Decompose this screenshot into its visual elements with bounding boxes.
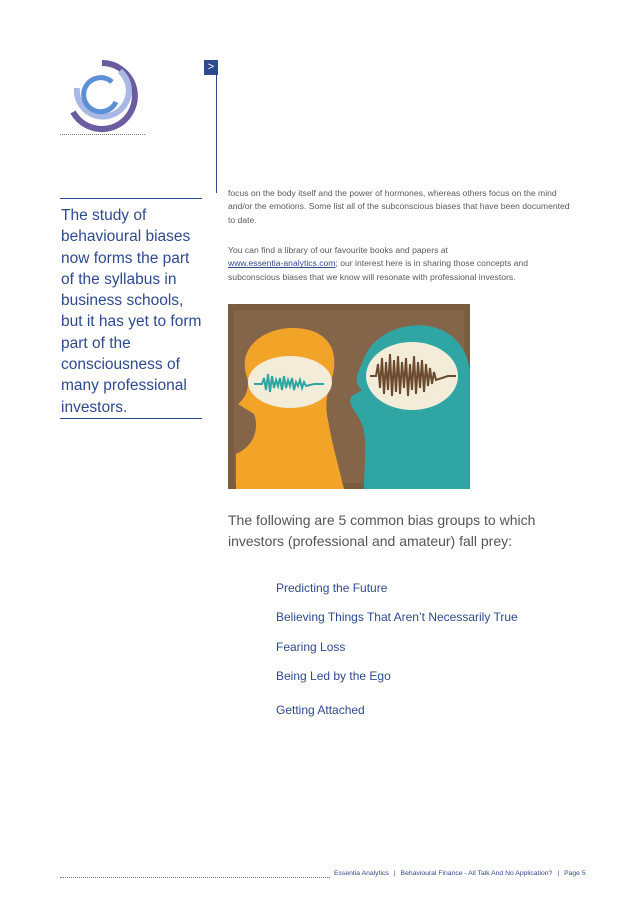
- section-marker: >: [204, 60, 218, 75]
- pull-quote: The study of behavioural biases now forms the part of the syllabus in business schools, but it has yet to form part of the consciousness of many professional investors.: [61, 207, 202, 416]
- essentia-ring-logo-icon: [64, 58, 140, 134]
- body-paragraph-1: focus on the body itself and the power of hormones, whereas others focus on the mind and/or the emotions. Some list all of the subconscious biases that have been documented to date.: [228, 188, 570, 225]
- footer-separator: |: [393, 870, 396, 877]
- paragraph-2-lead: You can find a library of our favourite books and papers at: [228, 245, 448, 255]
- footer-rule: [60, 877, 330, 878]
- bias-group-item: Being Led by the Ego: [276, 669, 391, 683]
- footer-company: Essentia Analytics: [334, 870, 389, 877]
- pull-quote-top-rule: [60, 198, 202, 199]
- footer-separator: |: [557, 870, 560, 877]
- page-number: Page 5: [564, 870, 586, 877]
- essentia-website-link[interactable]: www.essentia-analytics.com: [228, 258, 336, 269]
- bias-groups-intro: The following are 5 common bias groups to which investors (professional and amateur) fall prey:: [228, 512, 536, 549]
- pull-quote-bottom-rule: [60, 418, 202, 419]
- two-heads-brainwaves-icon: [228, 304, 470, 489]
- bias-group-item: Getting Attached: [276, 703, 365, 717]
- bias-group-item: Believing Things That Aren’t Necessarily True: [276, 610, 518, 624]
- section-rule: [216, 60, 217, 193]
- logo-divider: [60, 134, 145, 135]
- footer-title: Behavioural Finance - All Talk And No Application?: [400, 870, 553, 877]
- body-paragraph-2: [228, 244, 578, 284]
- paragraph-2-tail: ; our interest here is in sharing those concepts and subconscious biases that we know will resonate with professional investors.: [228, 258, 528, 282]
- bias-group-item: Predicting the Future: [276, 581, 388, 595]
- bias-group-item: Fearing Loss: [276, 640, 346, 654]
- page-footer: [334, 870, 586, 877]
